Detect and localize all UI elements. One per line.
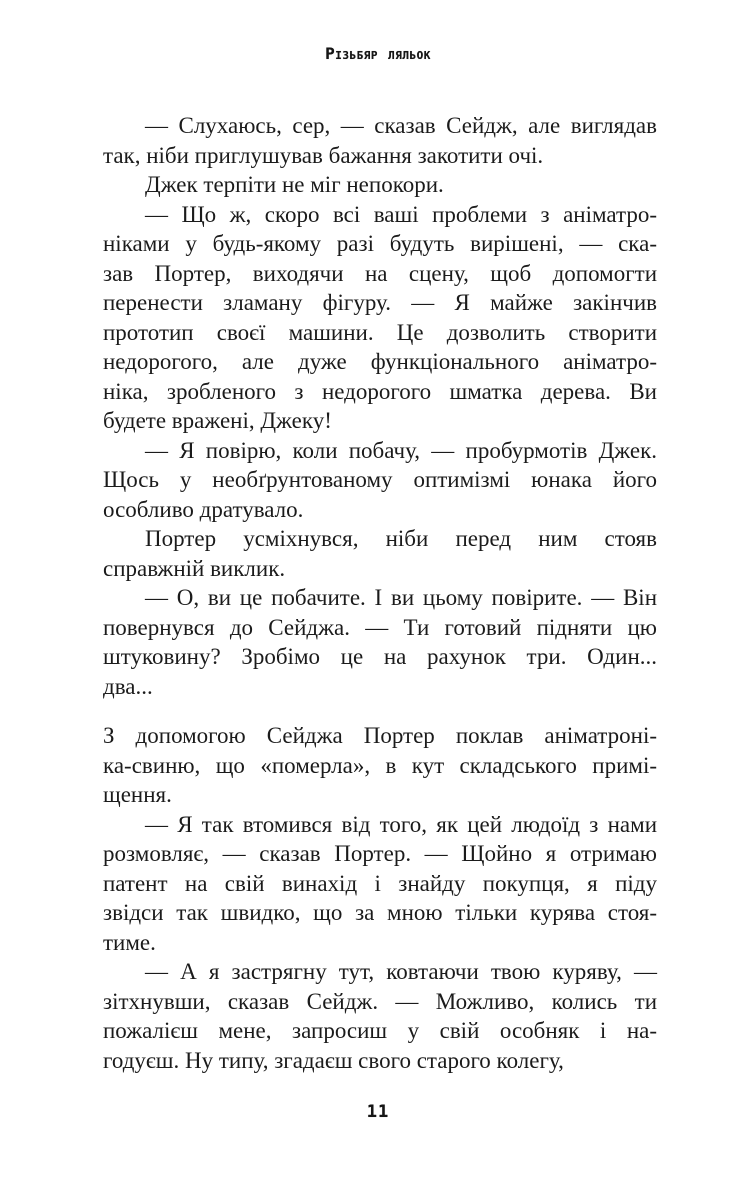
text-line: Портер усміхнувся, ніби перед ним стояв	[145, 526, 657, 551]
paragraph	[103, 436, 657, 525]
text-line: тиме.	[103, 929, 156, 955]
text-line: — О, ви це побачите. І ви цьому повірите. — Він	[145, 585, 657, 610]
text-line: ка-свиню, що «померла», в кут складського примі-	[103, 752, 657, 778]
paragraph	[103, 810, 657, 958]
text-line: недорогого, але дуже функціонального аніматро-	[103, 349, 657, 374]
text-line: прототип своєї машини. Це дозволить створити	[103, 319, 657, 345]
text-line: зав Портер, виходячи на сцену, щоб допомогти	[103, 260, 657, 286]
text-line: два...	[103, 673, 153, 699]
text-line: повернувся до Сейджа. — Ти готовий підняти цю	[103, 614, 657, 640]
text-line: патент на свій винахід і знайду покупця, я піду	[103, 870, 657, 896]
text-line: перенести зламану фігуру. — Я майже закінчив	[103, 290, 657, 315]
paragraph	[103, 524, 657, 583]
body-text	[103, 111, 657, 1075]
text-line: — Я так втомився від того, як цей людоїд з нами	[145, 811, 657, 837]
text-line: так, ніби приглушував бажання закотити очі.	[103, 142, 544, 168]
text-line: — Я повірю, коли побачу, — пробурмотів Джек.	[145, 437, 657, 463]
paragraph	[103, 200, 657, 436]
text-line: ніками у будь-якому разі будуть вирішені, — ска-	[103, 231, 657, 256]
paragraph	[103, 583, 657, 701]
text-line: — Що ж, скоро всі ваші проблеми з аніматро-	[145, 201, 657, 227]
text-line: Джек терпіти не міг непокори.	[145, 172, 444, 197]
text-line: звідси так швидко, що за мною тільки курява стоя-	[103, 900, 657, 925]
text-line: — А я застрягну тут, ковтаючи твою куряву, —	[145, 959, 657, 984]
text-line: годуєш. Ну типу, згадаєш свого старого колегу,	[103, 1047, 564, 1073]
paragraph	[103, 170, 657, 200]
text-line: справжній виклик.	[103, 555, 286, 581]
text-line: — Слухаюсь, сер, — сказав Сейдж, але виглядав	[145, 113, 657, 138]
page-number: 11	[366, 1102, 390, 1122]
text-line: Щось у необґрунтованому оптимізмі юнака його	[103, 467, 657, 492]
text-line: щення.	[103, 782, 172, 807]
running-header: Різьбяр ляльок	[325, 44, 431, 63]
text-line: особливо дратувало.	[103, 496, 304, 522]
text-line: ніка, зробленого з недорогого шматка дерева. Ви	[103, 378, 657, 404]
text-line: штуковину? Зробімо це на рахунок три. Один...	[103, 644, 657, 669]
paragraph	[103, 721, 657, 810]
text-line: розмовляє, — сказав Портер. — Щойно я отримаю	[103, 841, 657, 866]
text-line: пожалієш мене, запросиш у свій особняк і на-	[103, 1018, 657, 1043]
paragraph	[103, 957, 657, 1075]
paragraph	[103, 111, 657, 170]
text-line: зітхнувши, сказав Сейдж. — Можливо, колись ти	[103, 988, 657, 1014]
text-line: З допомогою Сейджа Портер поклав аніматроні-	[103, 723, 657, 748]
text-line: будете вражені, Джеку!	[103, 408, 332, 433]
